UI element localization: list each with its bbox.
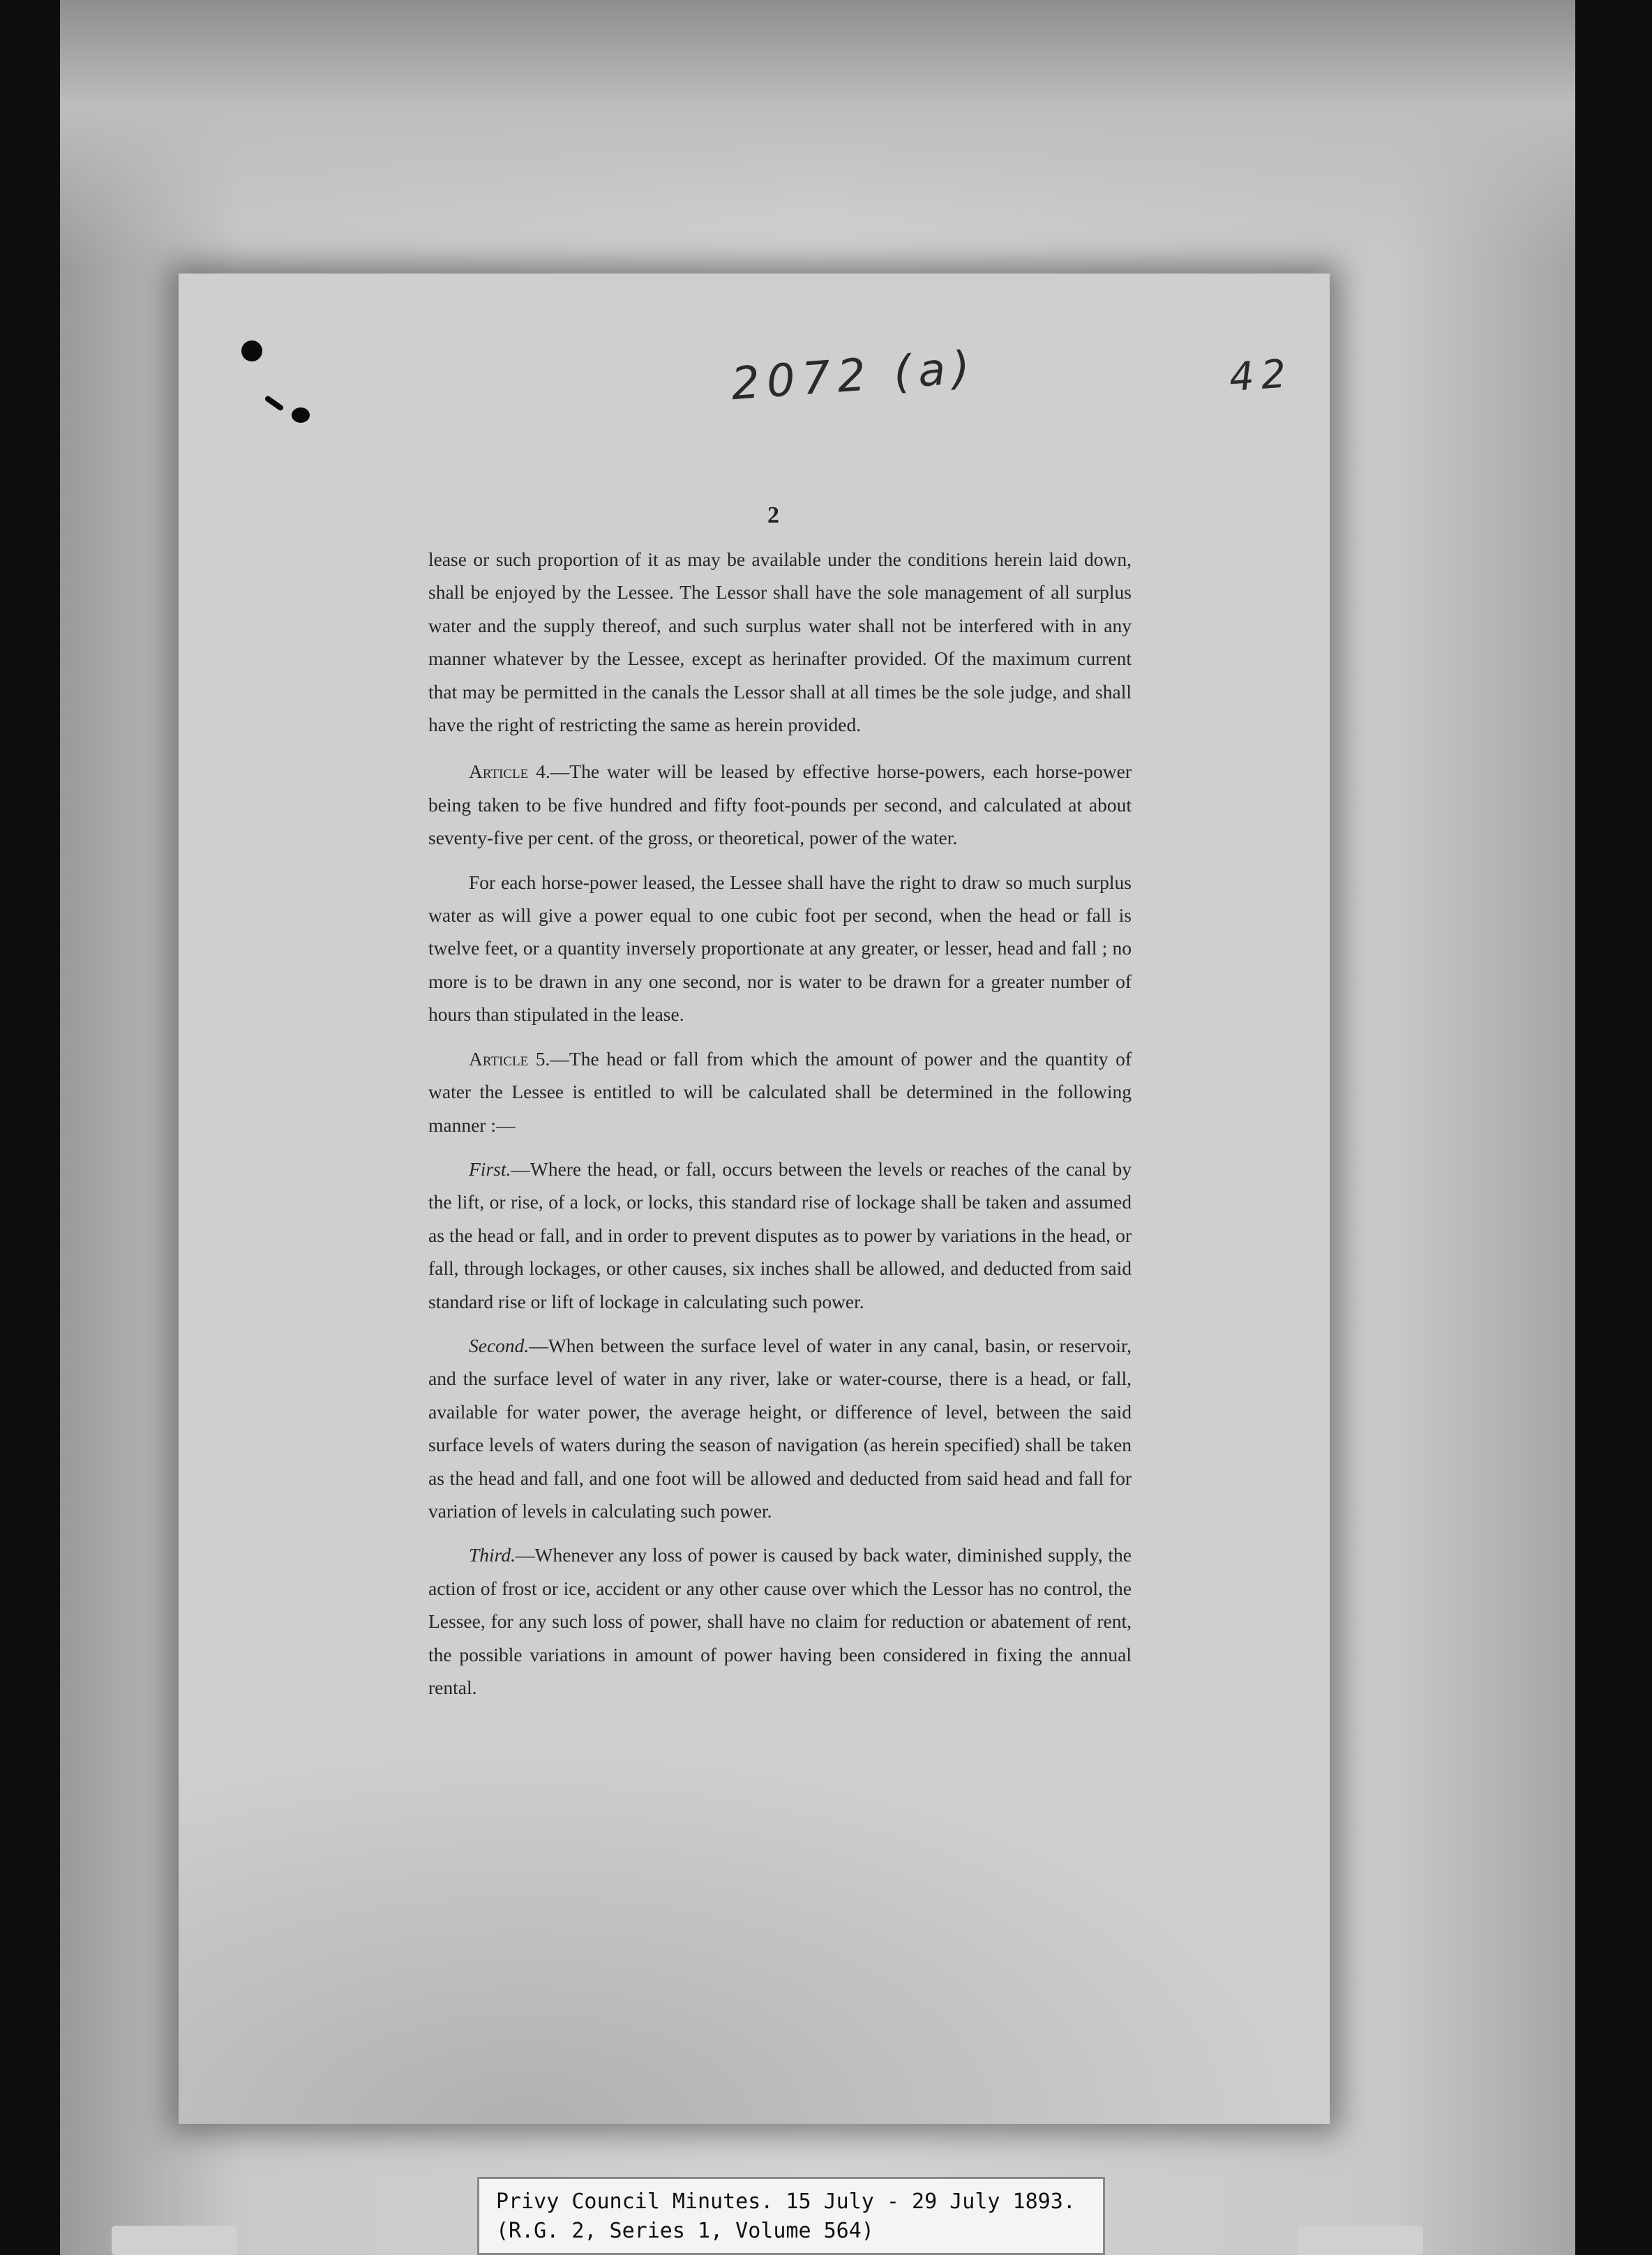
paragraph-text: —The water will be leased by effective horse-powers, each horse-power being taken to be five hundred and fifty foot-pounds per second, and calculated at about seventy-five per cent. of the gross, or theoretical, power of the water. <box>428 761 1132 849</box>
paragraph-text: For each horse-power leased, the Lessee shall have the right to draw so much surplus water as will give a power equal to one cubic foot per second, when the head or fall is twelve feet, or a quantity inversely proportionate at any greater, or lesser, head and fall ; no more is to be drawn in any one second, nor is water to be drawn for a greater number of hours than stipulated in the lease. <box>428 871 1132 1026</box>
caption-line: (R.G. 2, Series 1, Volume 564) <box>496 2219 874 2243</box>
paragraph-second <box>428 1329 1132 1527</box>
film-frame-mark <box>1298 2226 1423 2255</box>
paragraph-article-5 <box>428 1042 1132 1141</box>
ink-blot <box>292 407 310 423</box>
clause-heading: Second. <box>469 1334 530 1356</box>
paragraph-text: —The head or fall from which the amount of power and the quantity of water the Lessee is entitled to will be calculated shall be determined in the following manner :— <box>428 1047 1132 1136</box>
ink-blot <box>241 340 262 361</box>
paragraph-horse-power <box>428 866 1132 1031</box>
paragraph-third <box>428 1538 1132 1704</box>
paragraph-first <box>428 1153 1132 1318</box>
caption-line: Privy Council Minutes. 15 July - 29 July 1893. <box>496 2189 1076 2214</box>
archive-number: 2072 (a) <box>729 341 979 411</box>
archive-caption-label <box>477 2177 1105 2255</box>
document-body <box>428 543 1132 1715</box>
film-frame-mark <box>112 2226 237 2255</box>
paragraph-article-4 <box>428 755 1132 854</box>
paragraph-continuation <box>428 543 1132 741</box>
paragraph-text: —Where the head, or fall, occurs between the levels or reaches of the canal by the lift, or rise, of a lock, or locks, this standard rise of lockage shall be taken and assumed as the head or fall, and in order to prevent disputes as to power by variations in the head, or fall, through lockages, or other causes, six inches shall be allowed, and deducted from said standard rise or lift of lockage in calculating such power. <box>428 1158 1132 1312</box>
paragraph-text: —When between the surface level of water in any canal, basin, or reservoir, and the surface level of water in any river, lake or water-course, there is a head, or fall, available for water power, the average height, or difference of level, between the said surface levels of waters during the season of navigation (as herein specified) shall be taken as the head and fall, and one foot will be allowed and deducted from said head and fall for variation of levels in calculating such power. <box>428 1334 1132 1522</box>
article-heading: Article 4. <box>469 761 550 783</box>
clause-heading: Third. <box>469 1544 516 1566</box>
paragraph-text: lease or such proportion of it as may be available under the conditions herein laid down, shall be enjoyed by the Lessee. The Lessor shall have the sole management of all surplus water and the supply thereof, and such surplus water shall not be interfered with in any manner whatever by the Lessee, except as herinafter provided. Of the maximum current that may be permitted in the canals the Lessor shall at all times be the sole judge, and shall have the right of restricting the same as herein provided. <box>428 548 1132 736</box>
article-heading: Article 5. <box>469 1047 550 1070</box>
backing-shadow <box>60 0 1575 265</box>
page-number: 2 <box>767 502 779 528</box>
clause-heading: First. <box>469 1158 511 1180</box>
paragraph-text: —Whenever any loss of power is caused by back water, diminished supply, the action of frost or ice, accident or any other cause over which the Lessor has no control, the Lessee, for any such loss of power, shall have no claim for reduction or abatement of rent, the possible variations in amount of power having been considered in fixing the annual rental. <box>428 1544 1132 1698</box>
corner-mark: 42 <box>1227 350 1295 401</box>
